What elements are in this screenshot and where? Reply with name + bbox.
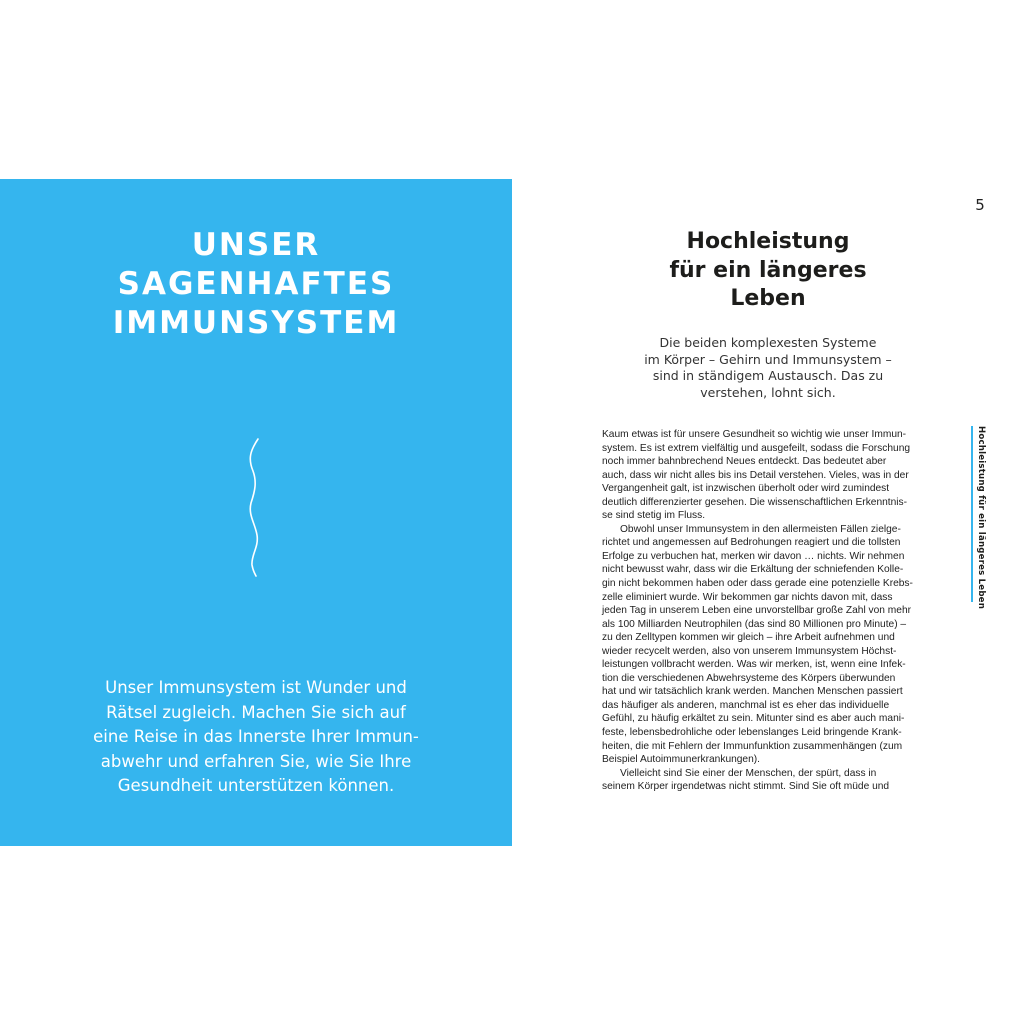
body-line: seinem Körper irgendetwas nicht stimmt. Sind Sie oft müde und [602, 781, 890, 793]
chapter-title-line: IMMUNSYSTEM [112, 305, 400, 341]
body-line: wieder recycelt werden, also von unserem Immunsystem Höchst- [602, 645, 897, 657]
intro-line: Rätsel zugleich. Machen Sie sich auf [106, 702, 406, 722]
lead-line: sind in ständigem Austausch. Das zu [652, 368, 884, 383]
body-line: system. Es ist extrem vielfältig und ausgefeilt, sodass die Forschung [602, 442, 911, 454]
running-header-text: Hochleistung für ein längeres Leben [976, 426, 986, 610]
body-line: leistungen vollbracht werden. Was wir merken, ist, wenn eine Infek- [602, 659, 906, 671]
chapter-intro [90, 676, 422, 799]
body-line: noch immer bahnbrechend Neues entdeckt. Das bedeutet aber [602, 456, 887, 468]
body-line: tion die verschiedenen Abwehrsysteme des Körpers überwunden [602, 672, 896, 684]
chapter-opener-page [0, 179, 512, 846]
body-line: richtet und angemessen auf Bedrohungen reagiert und die tollsten [602, 537, 901, 549]
intro-line: Unser Immunsystem ist Wunder und [105, 678, 407, 697]
section-title-line: Hochleistung [686, 229, 850, 254]
body-line: auch, dass wir nicht alles bis ins Detail verstehen. Vieles, was in der [602, 469, 909, 481]
squiggle-line-decoration [240, 437, 270, 577]
body-line: Vielleicht sind Sie einer der Menschen, der spürt, dass in [620, 767, 877, 779]
body-line: feste, lebensbedrohliche oder lebenslanges Leid bringende Krank- [602, 727, 902, 739]
body-line: zu den Zelltypen kommen wir gleich – ihre Arbeit aufnehmen und [602, 632, 895, 644]
body-line: zelle eliminiert wurde. Wir bekommen gar nichts davon mit, dass [602, 591, 893, 603]
body-line: Gefühl, zu häufig erkältet zu sein. Mitunter sind es aber auch mani- [602, 713, 905, 725]
running-header-rule [971, 426, 973, 602]
body-line: nicht bewusst wahr, dass wir die Erkältung der schniefenden Kolle- [602, 564, 904, 576]
body-line: als 100 Milliarden Neutrophilen (das sind 80 Millionen pro Minute) – [602, 618, 907, 630]
chapter-title-line: UNSER [191, 227, 321, 263]
intro-line: eine Reise in das Innerste Ihrer Immun- [93, 727, 419, 746]
body-line: se sind stetig im Fluss. [602, 510, 706, 522]
body-text [602, 428, 936, 794]
body-line: das häufiger als anderen, manchmal ist es eher das individuelle [602, 699, 890, 711]
body-line: heiten, die mit Fehlern der Immunfunktion zusammenhängen (zum [602, 740, 903, 752]
section-title-line: für ein längeres [669, 257, 867, 283]
body-line: gin nicht bekommen haben oder dass gerade eine potenzielle Krebs- [602, 578, 913, 590]
intro-line: Gesundheit unterstützen können. [117, 776, 395, 795]
body-line: Erfolge zu verbuchen hat, merken wir davon … nichts. Wir nehmen [602, 550, 905, 562]
body-line: Vergangenheit galt, ist inzwischen überholt oder wird zumindest [602, 483, 890, 495]
lead-line: verstehen, lohnt sich. [700, 384, 836, 400]
section-title [600, 228, 936, 314]
body-line: Obwohl unser Immunsystem in den allermeisten Fällen zielge- [620, 523, 901, 535]
chapter-title [0, 226, 512, 343]
body-line: Beispiel Autoimmunerkrankungen). [602, 754, 760, 766]
section-title-line: Leben [730, 286, 806, 311]
page-number: 5 [975, 196, 985, 214]
body-line: Kaum etwas ist für unsere Gesundheit so wichtig wie unser Immun- [602, 429, 907, 440]
body-line: deutlich differenzierter gesehen. Die wissenschaftlichen Erkenntnis- [602, 496, 908, 508]
intro-line: abwehr und erfahren Sie, wie Sie Ihre [100, 751, 412, 771]
body-line: jeden Tag in unserem Leben eine unvorstellbar große Zahl von mehr [602, 605, 912, 617]
lead-line: Die beiden komplexesten Systeme [659, 335, 877, 350]
running-header [974, 426, 986, 610]
section-lead [600, 335, 936, 401]
chapter-title-line: SAGENHAFTES [117, 266, 395, 302]
body-line: hat und wir tatsächlich krank werden. Manchen Menschen passiert [602, 686, 903, 698]
lead-line: im Körper – Gehirn und Immunsystem – [644, 351, 892, 367]
